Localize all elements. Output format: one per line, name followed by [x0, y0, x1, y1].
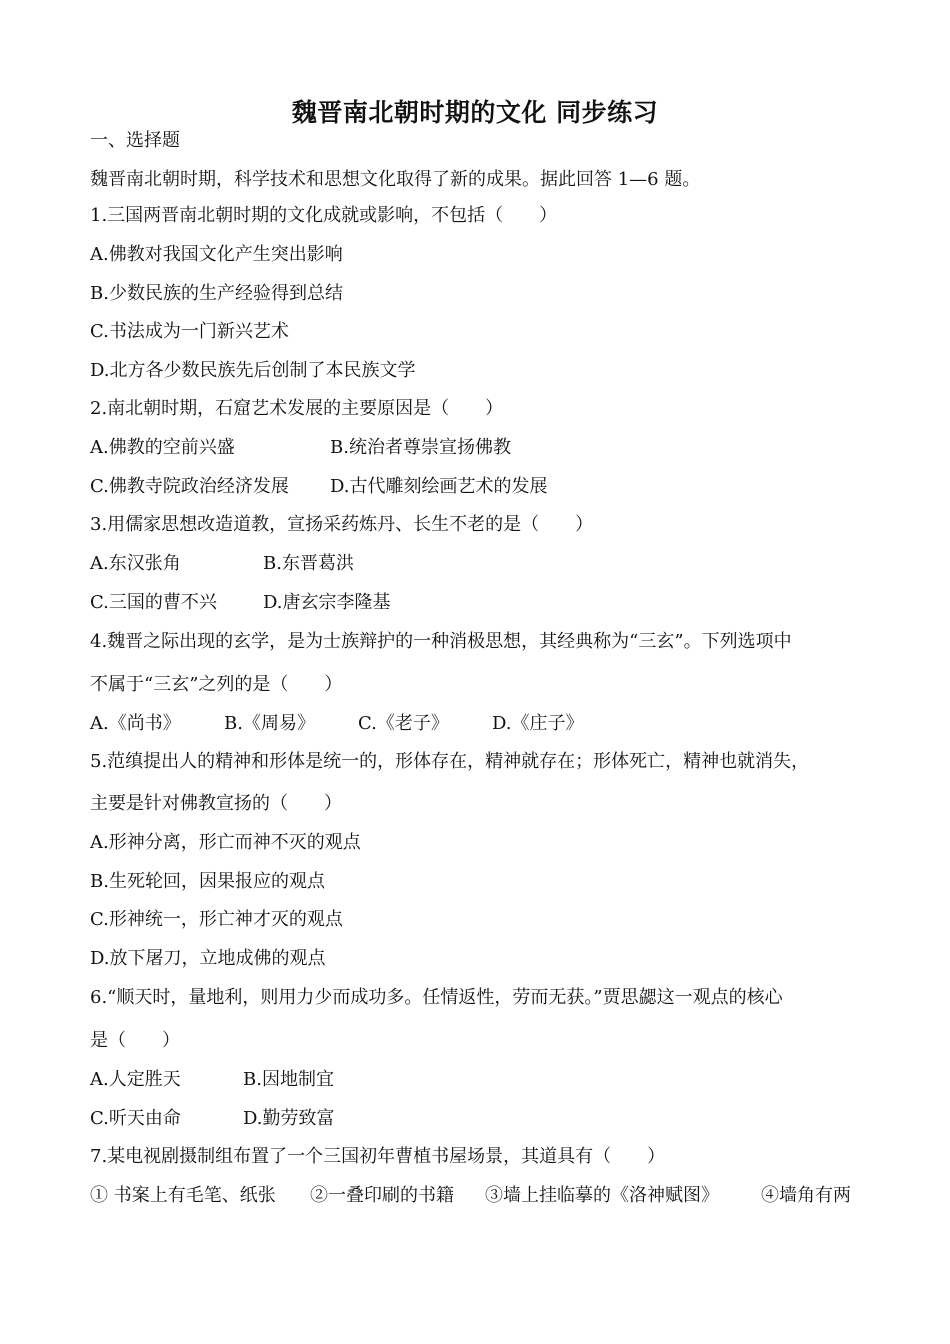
question-5-stem-line-2: 主要是针对佛教宣扬的（ ）	[90, 793, 342, 814]
question-7-item-2: ②一叠印刷的书籍	[310, 1185, 454, 1206]
question-6-options-row-1	[90, 1068, 334, 1092]
question-2-options-row-2	[90, 475, 548, 499]
question-1-option-c: C.书法成为一门新兴艺术	[90, 321, 289, 342]
question-2-stem: 2.南北朝时期，石窟艺术发展的主要原因是（ ）	[90, 398, 504, 419]
question-7-item-1: ① 书案上有毛笔、纸张	[90, 1185, 276, 1206]
question-1-option-b: B.少数民族的生产经验得到总结	[90, 283, 343, 304]
question-4-options-row	[90, 712, 584, 736]
question-5-option-d: D.放下屠刀，立地成佛的观点	[90, 948, 326, 969]
question-4-option-d: D.《庄子》	[492, 713, 584, 734]
page-title: 魏晋南北朝时期的文化 同步练习	[291, 98, 659, 127]
question-3-stem: 3.用儒家思想改造道教，宣扬采药炼丹、长生不老的是（ ）	[90, 514, 594, 535]
question-3-option-c: C.三国的曹不兴	[90, 592, 217, 613]
question-2-option-b: B.统治者尊崇宣扬佛教	[330, 437, 511, 458]
question-7-item-3: ③墙上挂临摹的《洛神赋图》	[485, 1185, 719, 1206]
question-1-option-d: D.北方各少数民族先后创制了本民族文学	[90, 360, 416, 381]
question-2-option-a: A.佛教的空前兴盛	[90, 437, 235, 458]
question-6-option-a: A.人定胜天	[90, 1069, 181, 1090]
intro-text: 魏晋南北朝时期，科学技术和思想文化取得了新的成果。据此回答 1—6 题。	[90, 169, 701, 190]
question-5-option-a: A.形神分离，形亡而神不灭的观点	[90, 832, 361, 853]
question-6-stem-line-1: 6.“顺天时，量地利，则用力少而成功多。任情返性，劳而无获。”贾思勰这一观点的核心	[90, 987, 783, 1008]
question-4-stem-line-1: 4.魏晋之际出现的玄学，是为士族辩护的一种消极思想，其经典称为“三玄”。下列选项中	[90, 631, 792, 652]
question-7-stem: 7.某电视剧摄制组布置了一个三国初年曹植书屋场景，其道具有（ ）	[90, 1146, 666, 1167]
question-6-option-d: D.勤劳致富	[243, 1108, 335, 1129]
question-4-option-c: C.《老子》	[358, 713, 449, 734]
question-3-option-b: B.东晋葛洪	[263, 553, 354, 574]
question-4-option-b: B.《周易》	[224, 713, 315, 734]
question-1-stem: 1.三国两晋南北朝时期的文化成就或影响，不包括（ ）	[90, 205, 558, 226]
question-2-options-row-1	[90, 436, 511, 460]
question-3-options-row-1	[90, 552, 354, 576]
question-6-option-b: B.因地制宜	[243, 1069, 334, 1090]
question-4-stem-line-2: 不属于“三玄”之列的是（ ）	[90, 674, 343, 695]
question-2-option-c: C.佛教寺院政治经济发展	[90, 476, 289, 497]
question-6-stem-line-2: 是（ ）	[90, 1030, 180, 1051]
question-7-item-4: ④墙角有两	[761, 1185, 851, 1206]
question-7-items-row	[90, 1184, 851, 1208]
question-5-option-b: B.生死轮回，因果报应的观点	[90, 871, 325, 892]
question-6-options-row-2	[90, 1107, 335, 1131]
question-3-option-a: A.东汉张角	[90, 553, 181, 574]
question-5-option-c: C.形神统一，形亡神才灭的观点	[90, 909, 343, 930]
question-4-option-a: A.《尚书》	[90, 713, 181, 734]
question-2-option-d: D.古代雕刻绘画艺术的发展	[330, 476, 548, 497]
question-3-option-d: D.唐玄宗李隆基	[263, 592, 391, 613]
section-heading: 一、选择题	[90, 130, 180, 151]
question-6-option-c: C.听天由命	[90, 1108, 181, 1129]
question-5-stem-line-1: 5.范缜提出人的精神和形体是统一的，形体存在，精神就存在；形体死亡，精神也就消失，	[90, 751, 810, 772]
question-3-options-row-2	[90, 591, 391, 615]
question-1-option-a: A.佛教对我国文化产生突出影响	[90, 244, 343, 265]
